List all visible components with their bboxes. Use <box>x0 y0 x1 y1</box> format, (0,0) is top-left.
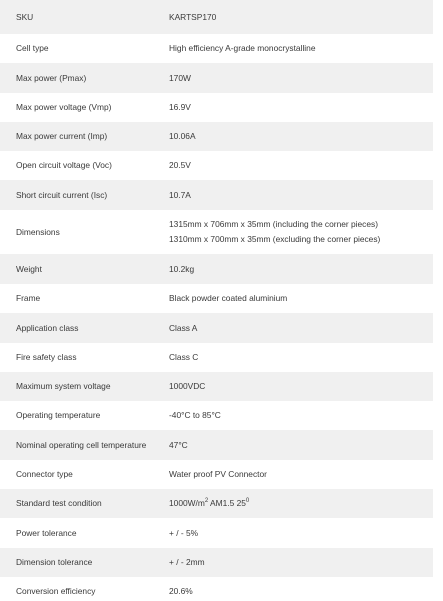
spec-label: Frame <box>16 293 41 304</box>
spec-value-multiline <box>169 217 433 246</box>
spec-label: Conversion efficiency <box>16 586 96 596</box>
spec-value: Class A <box>169 322 198 333</box>
spec-row-dimension-tolerance <box>0 548 433 577</box>
spec-label: Open circuit voltage (Voc) <box>16 160 112 171</box>
spec-row-standard-test-condition <box>0 489 433 518</box>
spec-row-nominal-cell-temperature <box>0 430 433 460</box>
spec-label: Max power (Pmax) <box>16 72 87 83</box>
spec-value: KARTSP170 <box>169 11 217 22</box>
dimension-value-line: 1310mm x 700mm x 35mm (excluding the corner pieces) <box>169 234 381 244</box>
spec-value <box>169 496 433 511</box>
spec-label: Operating temperature <box>16 410 101 421</box>
spec-label: Dimensions <box>16 226 60 237</box>
stc-degree-superscript: 0 <box>245 498 250 505</box>
spec-value: 10.2kg <box>169 263 195 274</box>
spec-label: Application class <box>16 322 79 333</box>
spec-value: 10.7A <box>169 189 191 200</box>
spec-row-max-system-voltage <box>0 372 433 401</box>
spec-row-fire-safety-class <box>0 343 433 372</box>
stc-superscript: 2 <box>204 498 209 505</box>
spec-row-operating-temperature <box>0 401 433 430</box>
spec-value: 10.06A <box>169 131 196 142</box>
spec-row-power-tolerance <box>0 518 433 548</box>
spec-value: + / - 5% <box>169 527 199 538</box>
spec-label: Cell type <box>16 43 49 54</box>
spec-value: High efficiency A-grade monocrystalline <box>169 43 316 54</box>
dimension-value-line: 1315mm x 706mm x 35mm (including the corner pieces) <box>169 219 378 230</box>
spec-label: Short circuit current (Isc) <box>16 189 108 200</box>
spec-label: Weight <box>16 263 42 274</box>
spec-value: Black powder coated aluminium <box>169 293 288 304</box>
spec-row-imp <box>0 122 433 151</box>
spec-value: -40°C to 85°C <box>169 410 221 421</box>
spec-value: 47°C <box>169 439 188 450</box>
spec-row-isc <box>0 180 433 210</box>
spec-row-connector-type <box>0 460 433 489</box>
spec-label: Nominal operating cell temperature <box>16 439 147 450</box>
spec-label: Standard test condition <box>16 498 102 509</box>
spec-value: Class C <box>169 352 199 363</box>
spec-row-voc <box>0 151 433 180</box>
spec-label: Max power voltage (Vmp) <box>16 102 112 113</box>
spec-label: Dimension tolerance <box>16 557 93 568</box>
stc-irradiance: 1000W/m <box>169 498 205 509</box>
spec-label: Maximum system voltage <box>16 381 111 392</box>
spec-row-sku <box>0 0 433 34</box>
spec-row-vmp <box>0 93 433 122</box>
spec-value: + / - 2mm <box>169 557 205 568</box>
spec-label: Max power current (Imp) <box>16 131 108 142</box>
spec-label: Fire safety class <box>16 352 77 363</box>
spec-value: 20.5V <box>169 160 191 171</box>
spec-value: 20.6% <box>169 586 193 596</box>
spec-label: Connector type <box>16 469 73 480</box>
spec-row-cell-type <box>0 34 433 63</box>
spec-label: SKU <box>16 11 34 22</box>
spec-value: Water proof PV Connector <box>169 469 267 480</box>
spec-value: 170W <box>169 72 191 83</box>
stc-airmass-temp: AM1.5 25 <box>208 498 246 509</box>
spec-label: Power tolerance <box>16 527 77 538</box>
spec-row-dimensions <box>0 210 433 254</box>
spec-row-frame <box>0 284 433 313</box>
spec-value: 1000VDC <box>169 381 206 392</box>
spec-row-conversion-efficiency <box>0 577 433 601</box>
spec-row-weight <box>0 254 433 284</box>
spec-value: 16.9V <box>169 102 191 113</box>
spec-row-max-power <box>0 63 433 93</box>
spec-row-application-class <box>0 313 433 343</box>
